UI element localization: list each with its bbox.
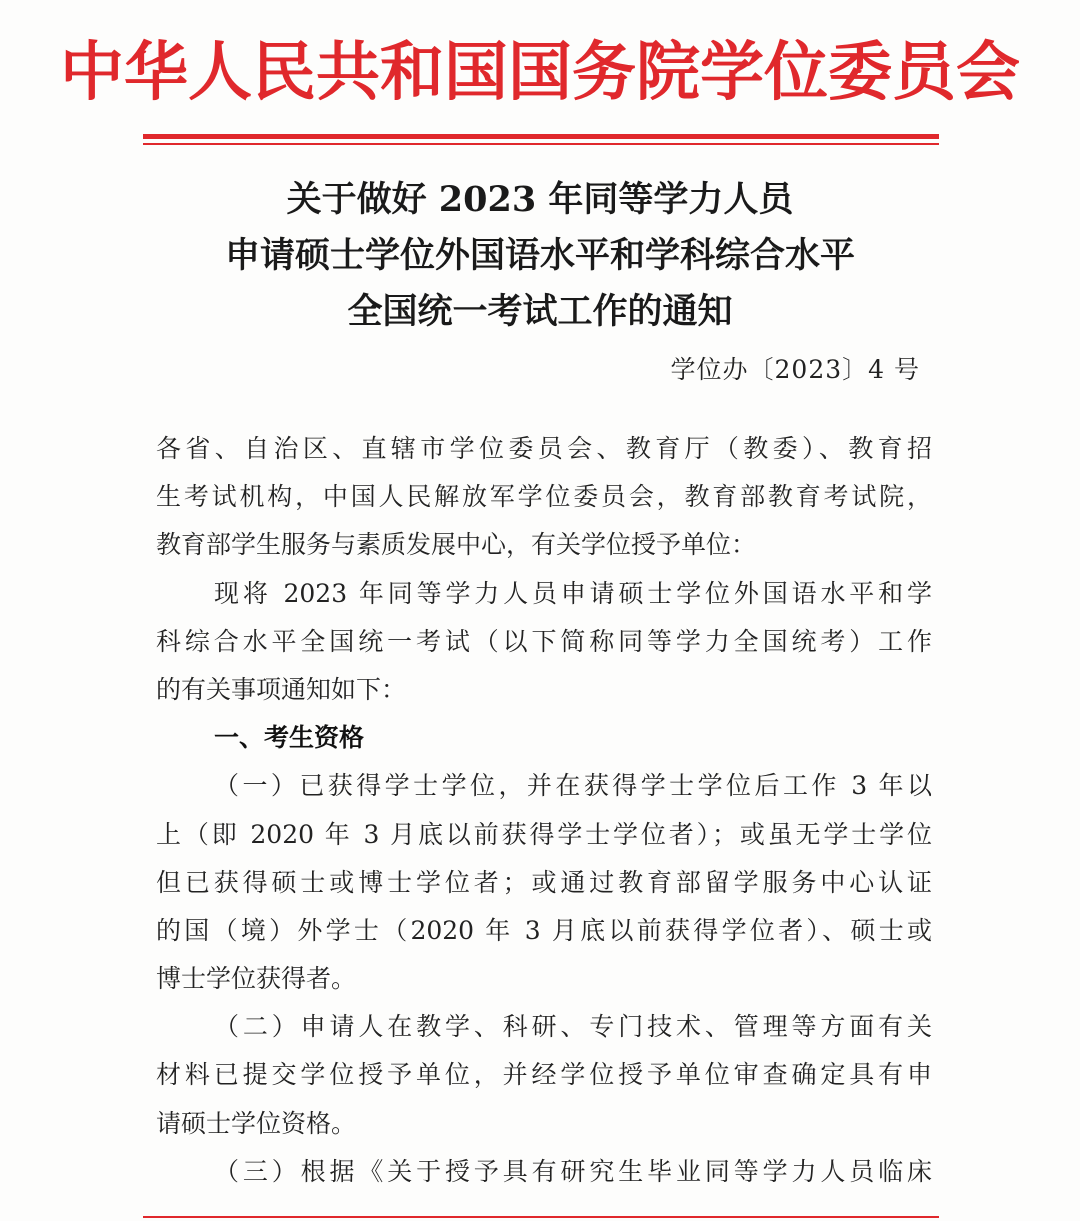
- intro-line: 现将 2023 年同等学力人员申请硕士学位外国语水平和学: [214, 578, 932, 608]
- item2-line: 材料已提交学位授予单位，并经学位授予单位审查确定具有申: [156, 1060, 932, 1090]
- red-rule-thin: [143, 143, 939, 145]
- red-rule-bottom: [143, 1216, 939, 1218]
- section-heading: 一、考生资格: [214, 723, 365, 753]
- item1-line: 的国（境）外学士（2020 年 3 月底以前获得学位者）、硕士或: [156, 915, 932, 945]
- issuer-masthead: 中华人民共和国国务院学位委员会: [60, 35, 1020, 110]
- item1-line: 但已获得硕士或博士学位者；或通过教育部留学服务中心认证: [156, 867, 932, 897]
- item2-line: （二）申请人在教学、科研、专门技术、管理等方面有关: [214, 1012, 932, 1042]
- title-line: 关于做好 2023 年同等学力人员: [286, 179, 794, 220]
- recipients-line: 生考试机构，中国人民解放军学位委员会，教育部教育考试院，: [156, 482, 932, 512]
- item3-line: （三）根据《关于授予具有研究生毕业同等学力人员临床: [214, 1156, 932, 1186]
- document-body: [156, 425, 932, 1196]
- recipients-line: 教育部学生服务与素质发展中心，有关学位授予单位：: [156, 530, 757, 560]
- intro-line: 的有关事项通知如下：: [156, 674, 407, 704]
- item1-line: 博士学位获得者。: [156, 964, 357, 994]
- intro-line: 科综合水平全国统一考试（以下简称同等学力全国统考）工作: [156, 626, 932, 656]
- red-rule-thick: [143, 134, 939, 139]
- item1-line: （一）已获得学士学位，并在获得学士学位后工作 3 年以: [214, 771, 932, 801]
- recipients-line: 各省、自治区、直辖市学位委员会、教育厅（教委）、教育招: [156, 434, 932, 463]
- item2-line: 请硕士学位资格。: [156, 1108, 357, 1138]
- document-title: [0, 172, 1080, 340]
- title-line: 申请硕士学位外国语水平和学科综合水平: [224, 235, 855, 276]
- item1-line: 上（即 2020 年 3 月底以前获得学士学位者）；或虽无学士学位: [156, 819, 932, 849]
- title-line: 全国统一考试工作的通知: [347, 291, 733, 332]
- document-number: 学位办〔2023〕4 号: [670, 355, 920, 384]
